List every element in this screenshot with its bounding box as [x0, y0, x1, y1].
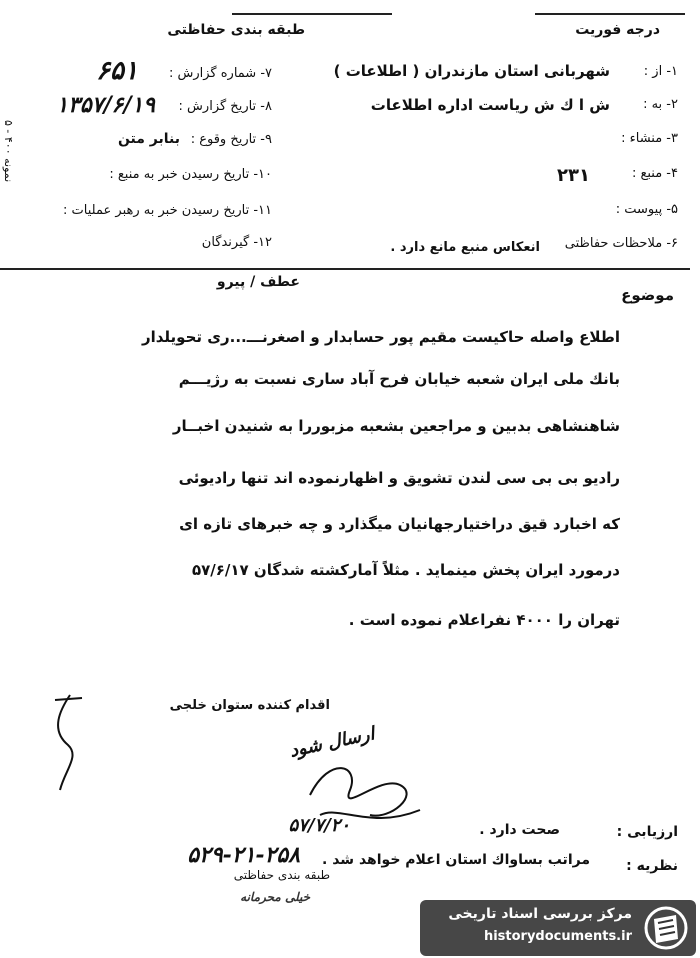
- field-event-date-value: بنابر متن: [117, 131, 180, 147]
- handwritten-note: ارسال شود: [287, 723, 377, 762]
- field-security-value: انعکاس منبع مانع دارد .: [390, 240, 540, 255]
- watermark-title: مرکز بررسی اسناد تاریخی: [448, 906, 632, 922]
- watermark-url: historydocuments.ir: [483, 929, 632, 944]
- body-line-5: که اخبارد قیق دراختیارجهانیان میگذارد و چه خبرهای تازه ای: [179, 515, 620, 533]
- body-line-4: رادیو بی بی سی لندن تشویق و اظهارنموده اند تنها رادیوئی: [178, 469, 620, 487]
- field-recipients-label: ۱۲- گیرندگان: [201, 235, 272, 250]
- field-to-label: ۲- به :: [643, 97, 678, 112]
- field-report-number-label: ۷- شماره گزارش :: [168, 66, 272, 81]
- classification-rule: [232, 13, 392, 15]
- field-from-value: شهربانی استان مازندران ( اطلاعات ): [333, 62, 610, 80]
- body-line-2: بانك ملی ایران شعبه خیابان فرح آباد ساری نسبت به رژیـــم: [178, 370, 620, 388]
- field-source-value: ۲۳۱: [557, 165, 590, 186]
- reference-label: عطف / پیرو: [216, 274, 300, 290]
- body-line-6: درمورد ایران پخش مینماید . مثلاً آمارکشته شدگان ۵۷/۶/۱۷: [191, 561, 620, 579]
- field-report-number-value: ۶۵۱: [96, 56, 138, 86]
- field-source-received-label: ۱۰- تاریخ رسیدن خبر به منبع :: [109, 167, 272, 182]
- evaluation-label: ارزیابی :: [616, 824, 678, 840]
- body-line-7: تهران را ۴۰۰۰ نفراعلام نموده است .: [348, 611, 620, 629]
- action-by: اقدام کننده ستوان خلجی: [169, 698, 330, 713]
- classification-title: طبقه بندی حفاظتی: [167, 22, 305, 38]
- opinion-label: نظریه :: [626, 858, 678, 874]
- handwritten-file-number: ۵۲۹-۲۱-۲۵۸: [187, 842, 300, 868]
- body-line-1: اطلاع واصله حاکیست مقیم پور حسابدار و اصغرنـــ...ری تحویلدار: [141, 328, 620, 346]
- watermark-logo-icon: [642, 905, 690, 951]
- field-origin-label: ۳- منشاء :: [621, 131, 678, 146]
- margin-note: نمونه ۴۰۰ - ۵: [2, 120, 15, 183]
- watermark-badge: [420, 900, 696, 956]
- field-from-label: ۱- از :: [643, 64, 678, 79]
- subject-label: موضوع: [621, 286, 674, 304]
- opinion-value: مراتب بساواك استان اعلام خواهد شد .: [322, 852, 590, 868]
- field-attachment-label: ۵- پیوست :: [615, 202, 678, 217]
- body-line-3: شاهنشاهی بدبین و مراجعین بشعبه مزبوررا به شنیدن اخبــار: [172, 417, 620, 435]
- field-report-date-label: ۸- تاریخ گزارش :: [178, 99, 272, 114]
- signature-mark-left: [40, 690, 100, 800]
- priority-rule: [535, 13, 685, 15]
- field-leader-received-label: ۱۱- تاریخ رسیدن خبر به رهبر عملیات :: [63, 203, 272, 218]
- footer-classification: طبقه بندی حفاظتی: [233, 868, 330, 882]
- field-report-date-value: ۱۳۵۷/۶/۱۹: [56, 92, 155, 118]
- header-divider: [0, 268, 690, 270]
- field-source-label: ۴- منبع :: [631, 166, 678, 181]
- handwritten-date: ۵۷/۷/۲۰: [288, 815, 350, 836]
- field-event-date-label: ۹- تاریخ وقوع :: [190, 132, 272, 147]
- priority-title: درجه فوریت: [575, 22, 660, 38]
- field-security-label: ۶- ملاحظات حفاظتی: [564, 236, 678, 251]
- footer-note: خیلی محرمانه: [240, 890, 310, 904]
- field-to-value: ش ا ك ش ریاست اداره اطلاعات: [370, 96, 610, 114]
- evaluation-value: صحت دارد .: [479, 822, 560, 838]
